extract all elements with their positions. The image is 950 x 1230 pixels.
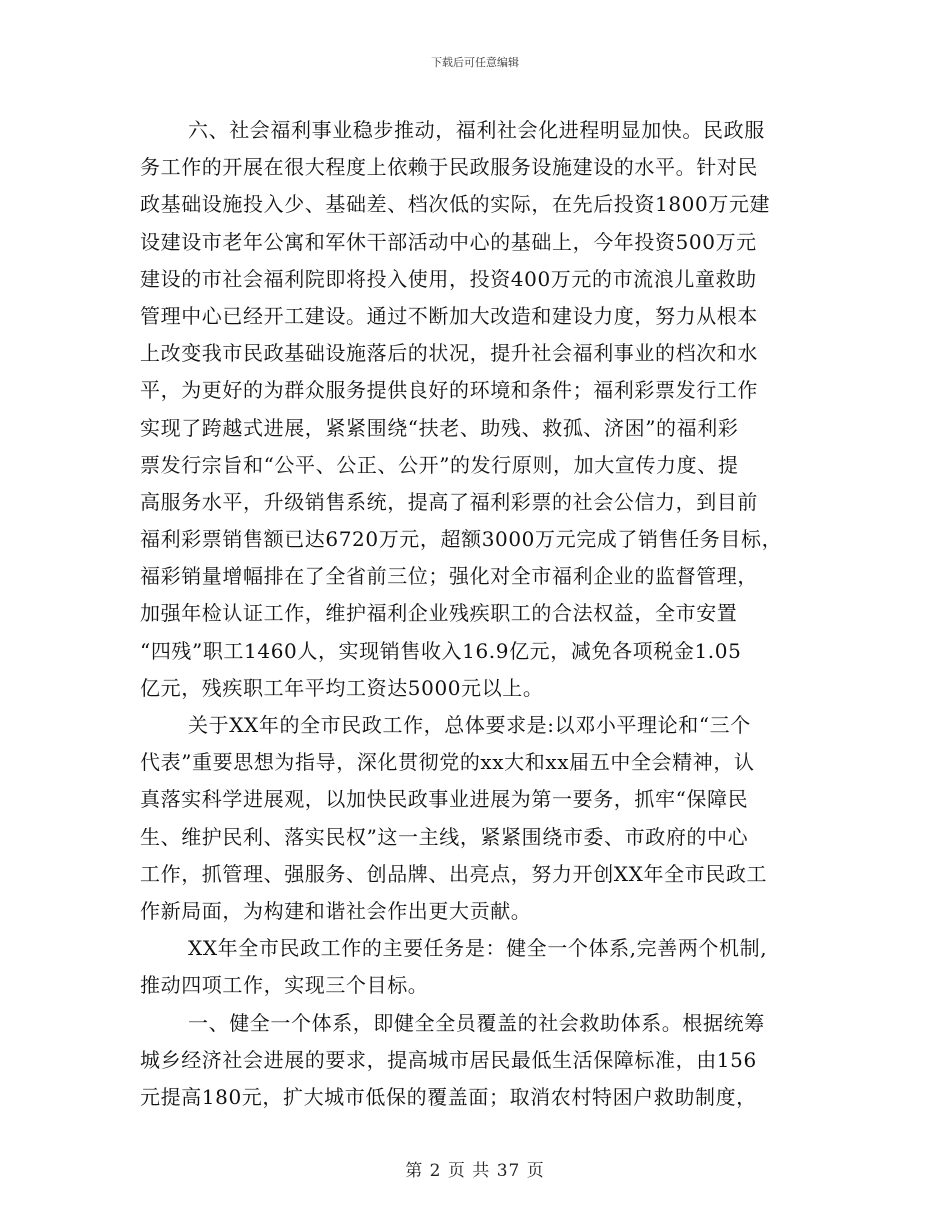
text-line: XX年全市民政工作的主要任务是：健全一个体系,完善两个机制, [188, 936, 768, 961]
text-line: 一、健全一个体系，即健全全员覆盖的社会救助体系。根据统筹 [188, 1010, 765, 1035]
text-line: 建设的市社会福利院即将投入使用，投资400万元的市流浪儿童救助 [140, 266, 757, 291]
text-line: 福彩销量增幅排在了全省前三位；强化对全市福利企业的监督管理， [140, 564, 758, 589]
text-line: 推动四项工作，实现三个目标。 [140, 973, 429, 998]
text-line: 关于XX年的全市民政工作，总体要求是:以邓小平理论和“三个 [188, 713, 751, 737]
text-line: 票发行宗旨和“公平、公正、公开”的发行原则，加大宣传力度、提 [140, 452, 739, 477]
text-line: 元提高180元，扩大城市低保的覆盖面；取消农村特困户救助制度， [140, 1084, 757, 1109]
text-line: 真落实科学进展观，以加快民政事业进展为第一要务，抓牢“保障民 [140, 787, 749, 812]
text-line: 政基础设施投入少、基础差、档次低的实际，在先后投资1800万元建 [140, 192, 771, 217]
text-line: 六、社会福利事业稳步推动，福利社会化进程明显加快。民政服 [188, 118, 765, 142]
text-line: 工作，抓管理、强服务、创品牌、出亮点，努力开创XX年全市民政工 [140, 861, 768, 886]
text-line: 福利彩票销售额已达6720万元，超额3000万元完成了销售任务目标， [140, 527, 783, 552]
text-line: 务工作的开展在很大程度上依赖于民政服务设施建设的水平。针对民 [140, 155, 758, 180]
page-indicator: 第 2 页 共 37 页 [405, 1161, 545, 1181]
text-line: 作新局面，为构建和谐社会作出更大贡献。 [140, 898, 532, 923]
text-line: 上改变我市民政基础设施落后的状况，提升社会福利事业的档次和水 [140, 341, 758, 366]
text-line: 加强年检认证工作，维护福利企业残疾职工的合法权益，全市安置 [140, 601, 738, 626]
text-line: 城乡经济社会进展的要求，提高城市居民最低生活保障标准，由156 [140, 1047, 757, 1072]
text-line: 实现了跨越式进展，紧紧围绕“扶老、助残、救孤、济困”的福利彩 [140, 415, 739, 440]
text-line: 生、维护民利、落实民权”这一主线，紧紧围绕市委、市政府的中心 [140, 824, 749, 849]
header-note: 下载后可任意编辑 [431, 56, 519, 69]
text-line: 亿元，残疾职工年平均工资达5000元以上。 [140, 675, 544, 700]
document-body [140, 112, 808, 1116]
text-line: 设建设市老年公寓和军休干部活动中心的基础上，今年投资500万元 [140, 229, 757, 254]
text-line: 代表”重要思想为指导，深化贯彻党的xx大和xx届五中全会精神，认 [140, 750, 755, 775]
text-line: 高服务水平，升级销售系统，提高了福利彩票的社会公信力，到目前 [140, 489, 758, 514]
text-line: “四残”职工1460人，实现销售收入16.9亿元，减免各项税金1.05 [140, 638, 742, 663]
text-line: 平，为更好的为群众服务提供良好的环境和条件；福利彩票发行工作 [140, 378, 758, 403]
text-line: 管理中心已经开工建设。通过不断加大改造和建设力度，努力从根本 [140, 303, 758, 328]
